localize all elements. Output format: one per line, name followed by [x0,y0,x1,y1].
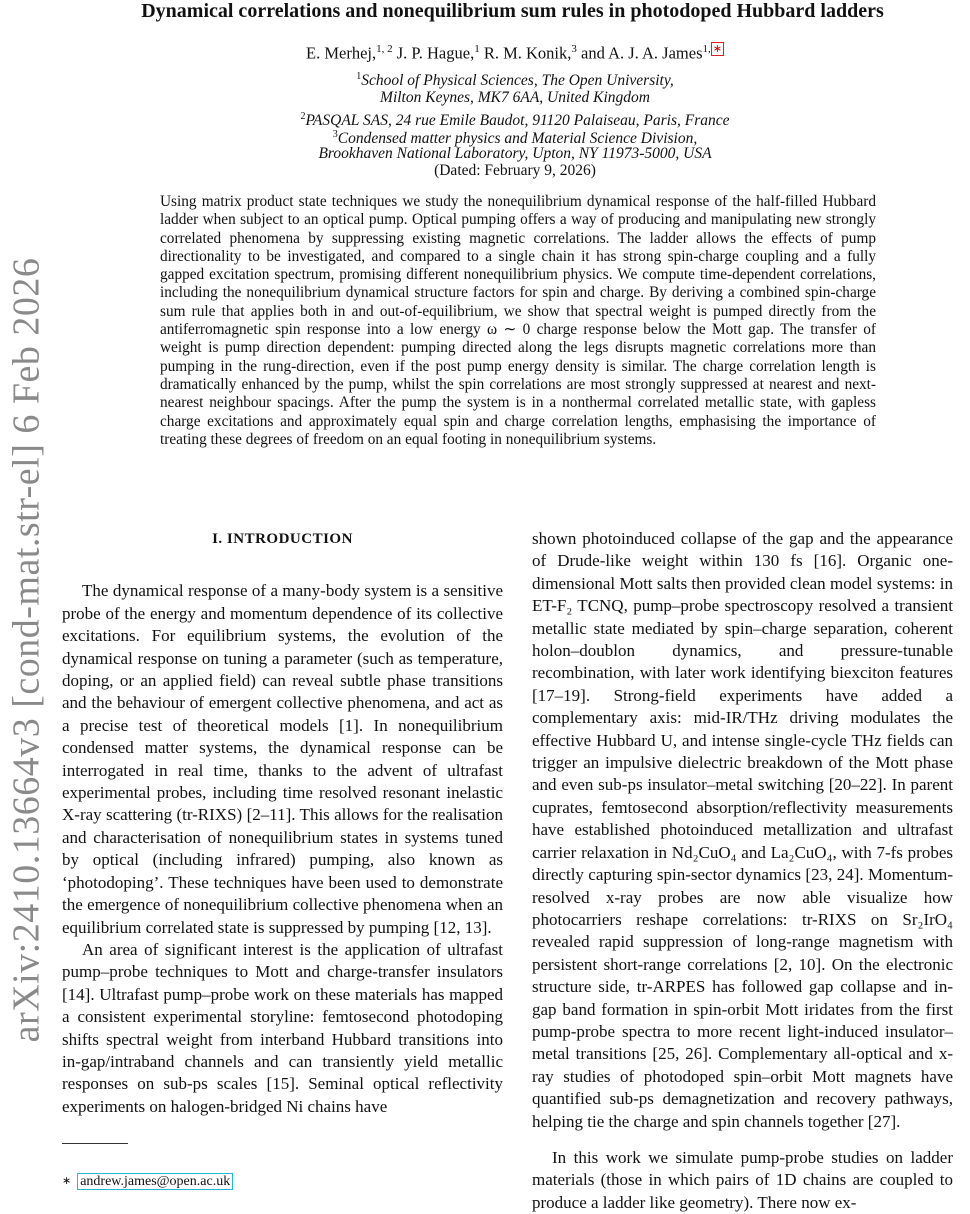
date-line: (Dated: February 9, 2026) [434,162,596,179]
affiliation-1-line-2: Milton Keynes, MK7 6AA, United Kingdom [380,89,650,106]
intro-paragraph-4: In this work we simulate pump-probe studies on ladder materials (those in which pairs of 1D chains are coupled to produce a ladder like geometry). There now ex- [532,1147,953,1212]
arxiv-identifier-text: arXiv:2410.13664v3 [cond-mat.str-el] 6 Feb 2026 [5,257,47,1043]
author-merhej-affil: 1, 2 [376,43,393,55]
author-merhej: E. Merhej, [306,43,377,63]
email-link[interactable]: andrew.james@open.ac.uk [77,1173,233,1190]
author-konik: R. M. Konik, [483,43,572,63]
intro-paragraph-2: An area of significant interest is the application of ultrafast pump–probe techniques to Mott and charge-transfer insulators [14]. Ultrafast pump–probe work on these materials has mapped a consistent experimental storyline: femtosecond photodoping shifts spectral weight from interband Hubbard transitions into in-gap/intraband channels and can transiently yield metallic responses on sub-ps scales [15]. Seminal optical reflectivity experiments on halogen-bridged Ni chains have [62,939,503,1116]
intro-paragraph-1: The dynamical response of a many-body system is a sensitive probe of the energy and momentum dependence of its collective excitations. For equilibrium systems, the evolution of the dynamical response on tuning a parameter (such as temperature, doping, or an applied field) can reveal subtle phase transitions and the behaviour of emergent collective phenomena, and act as a precise test of theoretical models [1]. In nonequilibrium condensed matter systems, the dynamical response can be interrogated in real time, thanks to the advent of ultrafast experimental probes, including time resolved resonant inelastic X-ray scattering (tr-RIXS) [2–11]. This allows for the realisation and characterisation of nonequilibrium states in systems tuned by optical (including infrared) pumping, also known as ‘photodoping’. These techniques have been used to demonstrate the emergence of nonequilibrium collective phenomena when an equilibrium correlated state is suppressed by pumping [12, 13]. [62,581,503,937]
author-list [60,42,970,64]
footnote-mark: ∗ [62,1175,72,1187]
paper-title: Dynamical correlations and nonequilibrium sum rules in photodoped Hubbard ladders [141,0,884,22]
author-hague: J. P. Hague, [396,43,475,63]
affiliation-1-line-1: $^1$School of Physical Sciences, The Open University, [356,71,674,90]
section-heading: I. INTRODUCTION [212,531,353,547]
author-hague-affil: 1 [474,43,480,55]
author-james: and A. J. A. James [581,43,703,63]
author-konik-affil: 3 [571,43,577,55]
author-james-affil: 1, ∗ [702,43,722,55]
abstract: Using matrix product state techniques we study the nonequilibrium dynamical response of the half-filled Hubbard ladder when subject to an optical pump. Optical pumping offers a way of producing and manipulating new strongly correlated phenomena by suppressing existing magnetic correlations. The ladder allows the effects of pump directionality to be investigated, and compared to a single chain it has strong spin-charge coupling and a fully gapped excitation spectrum, promising different nonequilibrium physics. We compute time-dependent correlations, including the nonequilibrium dynamical structure factors for spin and charge. By deriving a combined spin-charge sum rule that applies both in and out-of-equilibrium, we show that spectral weight is pumped directly from the antiferromagnetic spin response into a low energy ω ∼ 0 charge response below the Mott gap. The transfer of weight is pump direction dependent: pumping directed along the legs disrupts magnetic correlations more than pumping in the rung-direction, even if the post pump energy density is similar. The charge correlation length is dramatically enhanced by the pump, whilst the spin correlations are most strongly suppressed at nearest and next-nearest neighbour spacings. After the pump the system is in a nonthermal correlated metallic state, with gapless charge excitations and approximately equal spin and charge correlation lengths, emphasising the importance of treating these degrees of freedom on an equal footing in nonequilibrium systems. [160,193,876,448]
arxiv-identifier [0,245,52,1055]
left-column [62,528,503,1118]
footnote [62,1174,233,1190]
affiliation-3-line-2: Brookhaven National Laboratory, Upton, NY 11973-5000, USA [318,145,712,162]
footnote-rule [62,1143,128,1144]
affiliation-3-line-1: $^3$Condensed matter physics and Material Science Division, [332,129,698,148]
affiliation-2: $^2$PASQAL SAS, 24 rue Emile Baudot, 91120 Palaiseau, Paris, France [300,111,730,130]
right-column [532,528,953,1214]
intro-paragraph-3: shown photoinduced collapse of the gap and the appearance of Drude-like weight within 130 fs [16]. Organic one-dimensional Mott salts then provided clean model systems: in ET-F₂ TCNQ, pump–probe spectroscopy resolved a transient metallic state mediated by spin–charge separation, coherent holon–doublon dynamics, and pressure-tunable recombination, with later work identifying biexciton features [17–19]. Strong-field experiments have added a complementary axis: mid-IR/THz driving modulates the effective Hubbard U, and intense single-cycle THz fields can trigger an impulsive dielectric breakdown of the Mott phase and even sub-ps insulator–metal switching [20–22]. In parent cuprates, femtosecond absorption/reflectivity measurements have established photoinduced metallization and ultrafast carrier relaxation in Nd₂CuO₄ and La₂CuO₄, with 7-fs probes directly capturing spin-sector dynamics [23, 24]. Momentum-resolved x-ray probes are now able visualize how photocarriers reshape correlations: tr-RIXS on Sr₂IrO₄ revealed rapid suppression of long-range magnetism with persistent short-range correlations [2, 10]. On the electronic structure side, tr-ARPES has followed gap collapse and in-gap band formation in spin-orbit Mott iridates from the first pump-probe spectra to more recent light-induced insulator–metal transitions [25, 26]. Complementary all-optical and x-ray studies of photodoped spin–orbit Mott magnets have quantified sub-ps demagnetization and recovery pathways, helping tie the charge and spin channels together [27]. [532,529,953,1131]
corresponding-author-link[interactable]: ∗ [712,43,722,55]
